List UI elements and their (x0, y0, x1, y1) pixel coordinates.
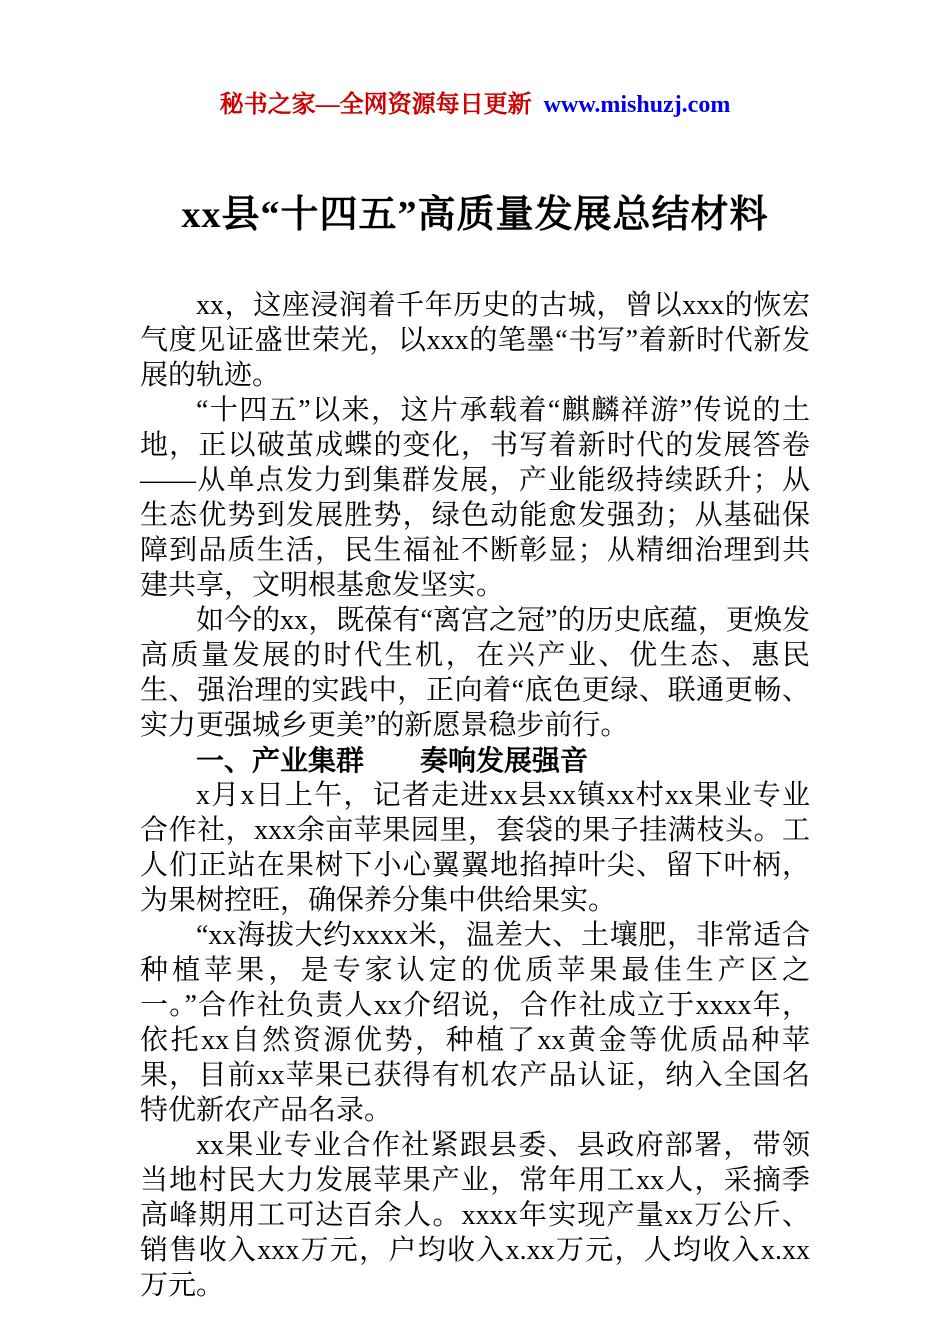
paragraph-1: xx，这座浸润着千年历史的古城，曾以xxx的恢宏气度见证盛世荣光，以xxx的笔墨“书写”着新时代新发展的轨迹。 (140, 290, 810, 391)
paragraph-5: “xx海拔大约xxxx米，温差大、土壤肥，非常适合种植苹果，是专家认定的优质苹果最佳生产区之一。”合作社负责人xx介绍说，合作社成立于xxxx年，依托xx自然资源优势，种植了xx黄金等优质品种苹果，目前xx苹果已获得有机农产品认证，纳入全国名特优新农产品名录。 (140, 920, 810, 1126)
document-title: xx县“十四五”高质量发展总结材料 (181, 194, 769, 236)
section-heading-1: 一、产业集群 奏响发展强音 (196, 745, 589, 776)
site-name: 秘书之家 (219, 92, 316, 118)
site-url-link[interactable]: www.mishuzj.com (543, 92, 731, 118)
site-header-red-text (220, 92, 532, 118)
paragraph-6: xx果业专业合作社紧跟县委、县政府部署，带领当地村民大力发展苹果产业，常年用工xx人，采摘季高峰期用工可达百余人。xxxx年实现产量xx万公斤、销售收入xxx万元，户均收入x.xx万元，人均收入x.xx万元。 (140, 1130, 810, 1301)
document-body (140, 288, 810, 1303)
paragraph-3: 如今的xx，既葆有“离宫之冠”的历史底蕴，更焕发高质量发展的时代生机，在兴产业、优生态、惠民生、强治理的实践中，正向着“底色更绿、联通更畅、实力更强城乡更美”的新愿景稳步前行。 (140, 605, 810, 741)
paragraph-4: x月x日上午，记者走进xx县xx镇xx村xx果业专业合作社，xxx余亩苹果园里，套袋的果子挂满枝头。工人们正站在果树下小心翼翼地掐掉叶尖、留下叶柄，为果树控旺，确保养分集中供给果实。 (140, 780, 810, 916)
site-header (140, 90, 810, 120)
site-tagline: —全网资源每日更新 (315, 92, 532, 118)
paragraph-2: “十四五”以来，这片承载着“麒麟祥游”传说的土地，正以破茧成蝶的变化，书写着新时代的发展答卷——从单点发力到集群发展，产业能级持续跃升；从生态优势到发展胜势，绿色动能愈发强劲；从基础保障到品质生活，民生福祉不断彰显；从精细治理到共建共享，文明根基愈发坚实。 (140, 395, 810, 601)
